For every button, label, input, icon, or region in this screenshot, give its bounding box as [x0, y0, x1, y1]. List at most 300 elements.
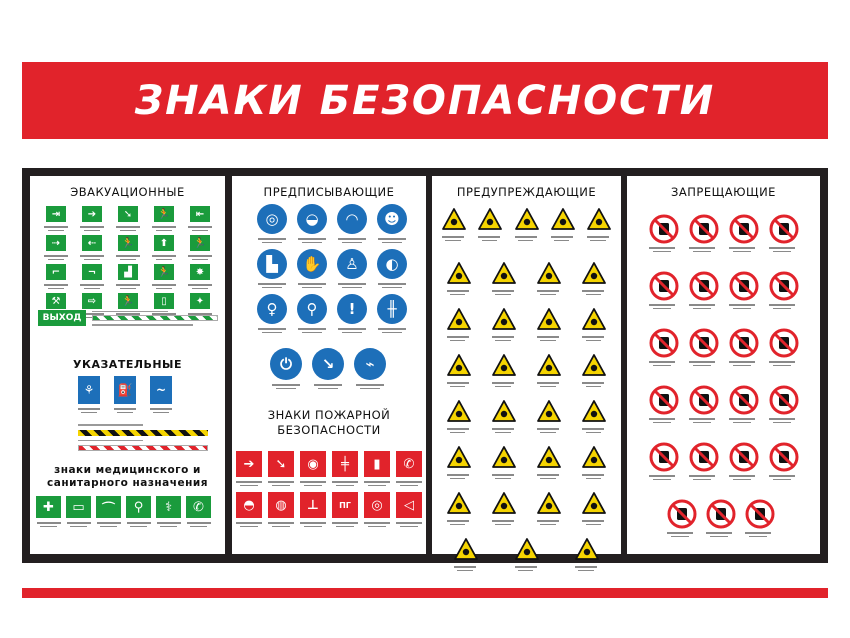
fire-sign	[300, 492, 326, 527]
prohibition-sign	[649, 442, 679, 480]
prohibition-sign	[729, 328, 759, 366]
sign-caption	[729, 361, 755, 366]
sign-caption	[188, 224, 212, 231]
directional-sign	[78, 376, 100, 413]
medical-icon: ⚕	[156, 496, 181, 518]
ground-icon: ⌁	[354, 348, 386, 380]
warning-sign	[442, 208, 466, 241]
electric-icon	[582, 262, 606, 284]
prohibition-sign	[769, 385, 799, 423]
fire-sign	[300, 451, 326, 486]
sign-caption	[364, 520, 390, 527]
hammer-icon: ⚒	[46, 293, 66, 309]
prohibition-sign	[706, 499, 736, 537]
sign-caption	[649, 418, 675, 423]
warning-sign	[582, 492, 606, 525]
warning-sign	[492, 446, 516, 479]
no-tools-icon	[769, 385, 799, 415]
exit-door-left-icon: ⇠	[82, 235, 102, 251]
no-fire-icon	[689, 214, 719, 244]
biohazard-icon	[582, 354, 606, 376]
fire-alarm-icon: ◓	[236, 492, 262, 518]
warning-sign	[478, 208, 502, 241]
sign-caption	[44, 224, 68, 231]
exit-stripes	[92, 311, 218, 326]
sign-caption	[338, 281, 366, 288]
sign-caption	[268, 479, 294, 486]
no-touch-icon	[689, 271, 719, 301]
power-switch-icon: ↘	[312, 348, 344, 380]
phone-icon: ✆	[186, 496, 211, 518]
sign-caption	[258, 236, 286, 243]
sign-caption	[67, 520, 91, 527]
warning-sign	[447, 262, 471, 295]
warning-sign	[582, 400, 606, 433]
break-glass-icon: ✸	[190, 264, 210, 280]
sign-caption	[582, 290, 604, 295]
warning-sign	[447, 400, 471, 433]
sign-caption	[537, 520, 559, 525]
fire-sign	[332, 492, 358, 527]
sign-caption	[492, 382, 514, 387]
fire-sign	[364, 492, 390, 527]
sign-caption	[298, 326, 326, 333]
hot-surface-icon	[582, 446, 606, 468]
evacuation-sign	[38, 264, 74, 289]
respirator-icon: ☻	[377, 204, 407, 234]
harness-icon: ♀	[257, 294, 287, 324]
sign-caption	[729, 247, 755, 252]
exit-sign	[38, 310, 86, 326]
directional-stripes	[78, 424, 208, 451]
sign-caption	[332, 520, 358, 527]
sign-caption	[667, 532, 693, 537]
sign-caption	[114, 406, 136, 413]
sign-caption	[236, 479, 262, 486]
cylinder-icon	[447, 446, 471, 468]
no-use-icon	[689, 385, 719, 415]
toxic-icon	[515, 208, 539, 230]
evacuation-sign	[182, 206, 218, 231]
arrow-right-icon: ➔	[236, 451, 262, 477]
fire-sign	[396, 451, 422, 486]
no-hazard-icon	[769, 442, 799, 472]
warning-sign	[492, 400, 516, 433]
section-title-warning: ПРЕДУПРЕЖДАЮЩИЕ	[456, 185, 597, 199]
evacuation-sign	[182, 264, 218, 289]
panel-prohibition	[627, 176, 820, 554]
evacuation-sign	[74, 206, 110, 231]
no-drinking-icon	[649, 271, 679, 301]
fire-sign	[396, 492, 422, 527]
evacuation-sign	[110, 206, 146, 231]
warning-sign	[537, 400, 561, 433]
arrow-diagonal-icon: ➘	[268, 451, 294, 477]
radio-wave-icon	[582, 308, 606, 330]
sign-caption	[582, 336, 604, 341]
sign-caption	[356, 382, 384, 389]
radiation-icon	[587, 208, 611, 230]
sign-caption	[78, 406, 100, 413]
panel-warning	[432, 176, 621, 554]
exit-door-icon: ⇥	[46, 206, 66, 222]
medical-sign	[96, 496, 121, 527]
gas-cylinder-icon	[537, 308, 561, 330]
sign-caption	[515, 236, 537, 241]
directional-sign	[114, 376, 136, 413]
corrosive-icon	[551, 208, 575, 230]
no-climb-icon	[745, 499, 775, 529]
sign-caption	[447, 290, 469, 295]
hot-icon	[537, 492, 561, 514]
sign-caption	[649, 361, 675, 366]
running-person-icon: 🏃	[154, 264, 174, 280]
mandatory-sign	[372, 249, 412, 288]
title-banner	[22, 62, 828, 139]
fire-ladder-icon: ╪	[332, 451, 358, 477]
section-title-medical: знаки медицинского и санитарного назначения	[47, 464, 208, 489]
mandatory-sign	[252, 294, 292, 333]
page-title: ЗНАКИ БЕЗОПАСНОСТИ	[134, 77, 716, 124]
warning-sign	[492, 492, 516, 525]
ladder-icon: ╫	[377, 294, 407, 324]
magnet-icon	[447, 354, 471, 376]
laser-icon	[492, 308, 516, 330]
caption-line	[92, 311, 168, 313]
fire-extinguisher-icon: ▮	[364, 451, 390, 477]
plug-icon: ⏻	[270, 348, 302, 380]
sign-caption	[236, 520, 262, 527]
prohibition-sign	[689, 442, 719, 480]
fire-sign	[332, 451, 358, 486]
sign-caption	[258, 326, 286, 333]
mandatory-sign	[372, 294, 412, 333]
medical-sign	[66, 496, 91, 527]
prohibition-sign	[769, 214, 799, 252]
directional-signs	[78, 376, 172, 413]
hydrant-icon: ⊥	[300, 492, 326, 518]
phone-icon: ✆	[396, 451, 422, 477]
prohibition-sign	[649, 214, 679, 252]
sign-caption	[587, 236, 609, 241]
flammable-icon	[442, 208, 466, 230]
harmful-icon	[582, 400, 606, 422]
warning-sign	[537, 308, 561, 341]
no-grid-icon	[769, 328, 799, 358]
sign-caption	[447, 474, 469, 479]
sign-caption	[150, 406, 172, 413]
warning-sign	[537, 492, 561, 525]
warning-sign	[587, 208, 611, 241]
cold-icon	[492, 400, 516, 422]
evacuation-sign	[110, 264, 146, 289]
no-smoking-icon	[649, 214, 679, 244]
slippery-icon	[537, 354, 561, 376]
forklift-icon	[492, 446, 516, 468]
sign-caption	[582, 474, 604, 479]
prohibition-sign	[745, 499, 775, 537]
caption-line	[78, 440, 143, 442]
shower-icon: ⚲	[126, 496, 151, 518]
sign-caption	[537, 382, 559, 387]
warning-sign	[575, 538, 599, 571]
sign-caption	[157, 520, 181, 527]
exit-label: ВЫХОД	[42, 313, 82, 323]
sign-caption	[492, 428, 514, 433]
gloves-icon: ✋	[297, 249, 327, 279]
prohibition-sign	[689, 214, 719, 252]
sign-caption	[258, 281, 286, 288]
mandatory-sign	[332, 294, 372, 333]
no-power-icon	[649, 328, 679, 358]
evacuation-sign	[146, 264, 182, 289]
no-entry-icon	[689, 442, 719, 472]
arrow-up-icon: ⬆	[154, 235, 174, 251]
fire-sign	[268, 451, 294, 486]
section-title-fire: ЗНАКИ ПОЖАРНОЙ БЕЗОПАСНОСТИ	[267, 408, 391, 437]
warning-sign	[537, 446, 561, 479]
sign-caption	[80, 253, 104, 260]
stripe-red-white	[78, 445, 208, 451]
fire-hose-icon: ◉	[300, 451, 326, 477]
sign-caption	[80, 282, 104, 289]
prohibition-sign	[769, 328, 799, 366]
food-icon: ⚘	[78, 376, 100, 404]
ear-protection-icon: ◠	[337, 204, 367, 234]
warning-sign	[537, 262, 561, 295]
sign-caption	[582, 520, 604, 525]
evacuation-signs	[38, 206, 218, 318]
sign-caption	[582, 428, 604, 433]
exit-arrow-icon: ⇨	[82, 293, 102, 309]
prohibition-sign	[769, 271, 799, 309]
sign-caption	[272, 382, 300, 389]
warning-sign	[515, 208, 539, 241]
section-title-evacuation: ЭВАКУАЦИОННЫЕ	[70, 185, 185, 199]
sign-caption	[378, 236, 406, 243]
no-people-icon	[667, 499, 697, 529]
first-aid-icon: ✚	[36, 496, 61, 518]
sign-caption	[447, 382, 469, 387]
sign-caption	[769, 475, 795, 480]
goggles-icon: ◎	[257, 204, 287, 234]
boots-icon: ▙	[257, 249, 287, 279]
sign-caption	[689, 418, 715, 423]
fire-button-icon: ◎	[364, 492, 390, 518]
prohibition-sign	[729, 271, 759, 309]
sign-caption	[689, 247, 715, 252]
warning-sign	[447, 354, 471, 387]
sign-caption	[44, 253, 68, 260]
siren-icon: ◁	[396, 492, 422, 518]
emergency-icon: ✦	[190, 293, 210, 309]
section-title-directional: УКАЗАТЕЛЬНЫЕ	[73, 358, 182, 371]
mandatory-sign	[270, 348, 302, 389]
prohibition-sign	[729, 214, 759, 252]
stripe-yellow-black	[78, 430, 208, 436]
caption-line	[92, 324, 193, 326]
cut-hazard-icon	[447, 492, 471, 514]
door-icon: ▯	[154, 293, 174, 309]
sign-caption	[300, 520, 326, 527]
sign-caption	[300, 479, 326, 486]
warning-sign	[447, 446, 471, 479]
pg-sign: ПГ	[332, 492, 358, 518]
mandatory-signs-extra	[270, 348, 386, 389]
sign-caption	[314, 382, 342, 389]
mandatory-sign	[252, 249, 292, 288]
sign-caption	[575, 566, 597, 571]
fire-signs-row-1	[236, 451, 422, 486]
stripe-green-white	[92, 315, 218, 321]
no-walk-icon	[649, 385, 679, 415]
fork-lift-icon	[492, 354, 516, 376]
medical-signs	[36, 496, 211, 527]
medical-sign	[156, 496, 181, 527]
laser-icon	[447, 262, 471, 284]
sign-caption	[689, 475, 715, 480]
no-fire-water-icon	[769, 214, 799, 244]
sign-caption	[268, 520, 294, 527]
no-entry-icon	[729, 214, 759, 244]
sign-caption	[364, 479, 390, 486]
sign-caption	[396, 520, 422, 527]
sign-caption	[729, 418, 755, 423]
no-mobile-icon	[649, 442, 679, 472]
no-dog-icon	[729, 385, 759, 415]
sign-caption	[332, 479, 358, 486]
rotating-icon	[492, 492, 516, 514]
warning-sign	[492, 262, 516, 295]
warning-sign	[537, 354, 561, 387]
prohibition-sign	[649, 271, 679, 309]
running-person-icon: 🏃	[118, 235, 138, 251]
warning-sign	[582, 262, 606, 295]
warning-sign	[492, 308, 516, 341]
mandatory-signs	[252, 204, 412, 333]
sign-caption	[537, 336, 559, 341]
sign-caption	[116, 253, 140, 260]
section-title-prohibition: ЗАПРЕЩАЮЩИЕ	[671, 185, 776, 199]
running-person-icon: 🏃	[190, 235, 210, 251]
walk-path-icon: ⚲	[297, 294, 327, 324]
sign-caption	[152, 282, 176, 289]
sign-caption	[492, 474, 514, 479]
sign-caption	[649, 475, 675, 480]
no-lift-icon	[729, 271, 759, 301]
sign-caption	[447, 520, 469, 525]
sign-caption	[537, 428, 559, 433]
medical-sign	[186, 496, 211, 527]
mandatory-sign	[354, 348, 386, 389]
cut-hazard-icon	[582, 492, 606, 514]
warning-sign	[582, 354, 606, 387]
sign-caption	[80, 224, 104, 231]
no-hands-icon	[769, 271, 799, 301]
sign-caption	[729, 475, 755, 480]
panel-evacuation	[30, 176, 225, 554]
electric-icon	[537, 262, 561, 284]
medical-sign	[36, 496, 61, 527]
stretcher-icon: ▭	[66, 496, 91, 518]
caption-line	[78, 424, 143, 426]
evacuation-sign	[74, 264, 110, 289]
mandatory-sign	[292, 249, 332, 288]
evacuation-sign	[110, 235, 146, 260]
sign-caption	[116, 282, 140, 289]
sign-caption	[649, 304, 675, 309]
sign-caption	[551, 236, 573, 241]
overalls-icon: ♙	[337, 249, 367, 279]
no-open-icon	[729, 442, 759, 472]
warning-sign	[447, 492, 471, 525]
sign-caption	[478, 236, 500, 241]
gear-icon	[537, 446, 561, 468]
prohibition-sign	[649, 385, 679, 423]
medical-sign	[126, 496, 151, 527]
prohibition-sign	[769, 442, 799, 480]
evacuation-sign	[74, 235, 110, 260]
fire-sign	[268, 492, 294, 527]
sign-caption	[537, 290, 559, 295]
sign-caption	[378, 281, 406, 288]
sign-caption	[689, 304, 715, 309]
drinking-water-icon: ⛽	[114, 376, 136, 404]
oxidizer-icon	[537, 400, 561, 422]
no-phone-icon	[729, 328, 759, 358]
arrow-right-icon: ➔	[82, 206, 102, 222]
sign-caption	[378, 326, 406, 333]
panel-mandatory	[232, 176, 426, 554]
directional-sign	[150, 376, 172, 413]
sign-caption	[454, 566, 476, 571]
mandatory-sign	[312, 348, 344, 389]
sign-caption	[338, 236, 366, 243]
sign-caption	[298, 236, 326, 243]
running-person-icon: 🏃	[118, 293, 138, 309]
sign-caption	[188, 282, 212, 289]
mandatory-sign	[332, 249, 372, 288]
sign-caption	[338, 326, 366, 333]
obstacle-icon	[575, 538, 599, 560]
hard-hat-icon: ◒	[297, 204, 327, 234]
warning-sign	[492, 354, 516, 387]
warning-sign	[454, 538, 478, 571]
mandatory-sign	[292, 204, 332, 243]
smoking-area-icon: ~	[150, 376, 172, 404]
warning-sign	[551, 208, 575, 241]
fire-sign	[236, 492, 262, 527]
hose-reel-icon: ◍	[268, 492, 294, 518]
sign-caption	[582, 382, 604, 387]
falling-objects-icon	[515, 538, 539, 560]
running-person-icon: 🏃	[154, 206, 174, 222]
sign-caption	[745, 532, 771, 537]
warning-sign	[582, 446, 606, 479]
sign-caption	[396, 479, 422, 486]
sign-caption	[447, 336, 469, 341]
no-stand-icon	[706, 499, 736, 529]
sign-caption	[492, 290, 514, 295]
evacuation-sign	[38, 235, 74, 260]
warning-sign	[447, 308, 471, 341]
sign-caption	[769, 304, 795, 309]
warning-sign	[515, 538, 539, 571]
sign-caption	[492, 336, 514, 341]
sign-caption	[729, 304, 755, 309]
face-shield-icon: ◐	[377, 249, 407, 279]
trip-icon	[454, 538, 478, 560]
